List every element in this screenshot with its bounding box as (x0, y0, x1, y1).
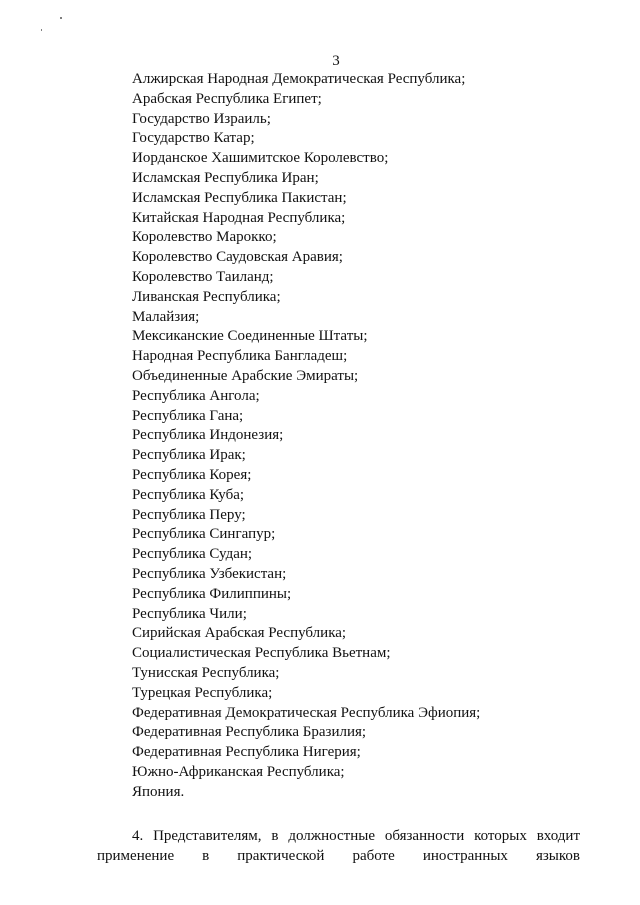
paragraph-4 (97, 826, 580, 866)
country-item: Иорданское Хашимитское Королевство; (132, 150, 389, 167)
country-item: Арабская Республика Египет; (132, 90, 322, 107)
paragraph-line: применение в практической работе иностранных языков (97, 848, 580, 864)
country-item: Федеративная Республика Нигерия; (132, 744, 361, 761)
country-item: Республика Чили; (132, 605, 247, 622)
country-item: Объединенные Арабские Эмираты; (132, 367, 359, 384)
country-item: Республика Судан; (132, 546, 253, 563)
country-item: Республика Гана; (132, 407, 244, 424)
country-item: Исламская Республика Пакистан; (132, 189, 347, 206)
country-item: Республика Корея; (132, 466, 252, 483)
country-item: Мексиканские Соединенные Штаты; (132, 328, 368, 345)
country-item: Малайзия; (132, 308, 200, 325)
country-item: Республика Филиппины; (132, 585, 292, 602)
country-item: Федеративная Демократическая Республика Эфиопия; (132, 704, 481, 721)
country-item: Социалистическая Республика Вьетнам; (132, 645, 391, 662)
country-item: Республика Узбекистан; (132, 565, 287, 582)
country-item: Республика Индонезия; (132, 427, 284, 444)
country-item: Республика Ангола; (132, 387, 260, 404)
country-item: Королевство Саудовская Аравия; (132, 249, 343, 266)
page-number: 3 (332, 53, 340, 69)
country-item: Южно-Африканская Республика; (132, 763, 345, 780)
paragraph-line: 4. Представителям, в должностные обязанности которых входит (132, 828, 580, 844)
country-item: Япония. (132, 783, 185, 800)
country-item: Республика Сингапур; (132, 526, 276, 543)
country-item: Республика Куба; (132, 486, 245, 503)
country-item: Алжирская Народная Демократическая Республика; (132, 71, 466, 87)
country-item: Ливанская Республика; (132, 288, 281, 305)
country-item: Королевство Таиланд; (132, 268, 274, 285)
scan-speck (60, 17, 62, 19)
country-item: Республика Перу; (132, 506, 246, 523)
country-item: Исламская Республика Иран; (132, 169, 319, 186)
country-item: Федеративная Республика Бразилия; (132, 724, 367, 741)
country-item: Турецкая Республика; (132, 684, 273, 701)
country-item: Народная Республика Бангладеш; (132, 348, 348, 365)
scan-speck (41, 29, 42, 31)
country-item: Китайская Народная Республика; (132, 209, 346, 226)
country-item: Тунисская Республика; (132, 664, 280, 681)
country-item: Государство Израиль; (132, 110, 271, 127)
country-list (132, 70, 480, 802)
country-item: Республика Ирак; (132, 447, 246, 464)
country-item: Сирийская Арабская Республика; (132, 625, 347, 642)
country-item: Государство Катар; (132, 130, 255, 147)
country-item: Королевство Марокко; (132, 229, 277, 246)
